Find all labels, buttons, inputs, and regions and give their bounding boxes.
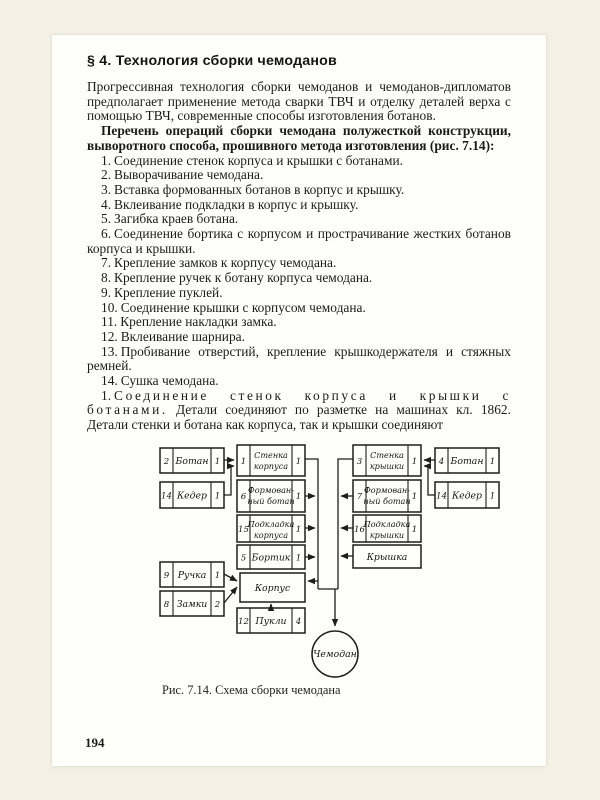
list-item — [87, 315, 511, 330]
list-item — [87, 286, 511, 301]
item-number: 7. — [101, 255, 112, 271]
item-number: 14. — [101, 373, 118, 389]
item-number: 12. — [101, 328, 118, 344]
part-qty: 1 — [214, 570, 221, 581]
part-count: 9 — [163, 570, 170, 581]
page-number: 194 — [85, 735, 105, 750]
list-item — [87, 271, 511, 286]
rail-right-line — [338, 459, 353, 589]
part-label: Ботан — [450, 455, 484, 467]
part-count: 3 — [356, 456, 363, 467]
part-label: крышки — [369, 529, 405, 540]
rail-left-line — [305, 459, 318, 589]
part-label: Бортик — [251, 552, 291, 564]
arrow-keder-to-stenka-kryshki — [424, 466, 435, 495]
part-count: 16 — [354, 524, 365, 535]
part-qty: 1 — [214, 491, 221, 502]
item-text: Соединение бортика с корпусом и прострачивание жестких ботанов корпуса и крышки. — [87, 226, 511, 256]
book-page — [52, 35, 546, 766]
item-text: Выворачивание чемодана. — [114, 167, 264, 183]
part-qty: 1 — [411, 456, 418, 467]
list-item — [87, 227, 511, 256]
part-qty: 1 — [214, 456, 221, 467]
part-count: 15 — [238, 524, 249, 535]
part-label: ный ботан — [247, 495, 295, 506]
item-number: 2. — [101, 167, 112, 183]
paragraph-intro: Прогрессивная технология сборки чемоданов и чемоданов-дипломатов предполагает применение метода сварки ТВЧ и отделку деталей верха с помощью ТВЧ, современные способы изготовления ботанов. — [87, 79, 511, 124]
item-number: 1. — [101, 152, 112, 168]
part-count: 1 — [240, 456, 247, 467]
list-item — [87, 256, 511, 271]
item-text: Крепление пуклей. — [114, 284, 223, 300]
item-text: Загибка краев ботана. — [114, 211, 239, 227]
part-label: крышки — [369, 460, 405, 471]
item-number: 13. — [101, 343, 118, 359]
box-formovanny-botan-left — [237, 480, 305, 512]
part-qty: 1 — [295, 456, 302, 467]
item-number: 9. — [101, 284, 112, 300]
list-item — [87, 212, 511, 227]
list-item — [87, 198, 511, 213]
part-label: Подкладка — [247, 518, 295, 529]
paragraph-operations-lead: Перечень операций сборки чемодана полужесткой конструкции, выворотного способа, прошивного метода изготовления (рис. 7.14): — [87, 123, 511, 153]
assembly-diagram — [87, 439, 581, 679]
part-label: корпуса — [253, 529, 289, 540]
part-label: Стенка — [254, 449, 288, 460]
box-formovanny-botan-right — [353, 480, 421, 512]
list-item — [87, 168, 511, 183]
list-item — [87, 330, 511, 345]
item-text: Соединение стенок корпуса и крышки с ботанами. — [114, 152, 403, 168]
part-count: 14 — [436, 491, 447, 502]
part-label: Кедер — [451, 490, 483, 502]
box-podkladka-korpusa — [237, 515, 305, 542]
part-count: 4 — [438, 456, 445, 467]
part-label: Формован- — [364, 484, 410, 495]
part-count: 7 — [356, 491, 363, 502]
part-label: Ботан — [175, 455, 209, 467]
part-count: 14 — [161, 491, 172, 502]
item-text: Вклеивание подкладки в корпус и крышку. — [114, 196, 359, 212]
item-text: Сушка чемодана. — [120, 373, 219, 389]
item-text: Крепление ручек к ботану корпуса чемодана. — [114, 270, 373, 286]
assembly-label: Корпус — [254, 582, 291, 594]
part-label: Стенка — [370, 449, 404, 460]
item-text: Вклеивание шарнира. — [120, 328, 245, 344]
item-text: Соединение крышки с корпусом чемодана. — [120, 299, 366, 315]
box-keder-left — [160, 482, 224, 508]
box-ruchka — [160, 562, 224, 587]
item-number: 8. — [101, 270, 112, 286]
item-number: 5. — [101, 211, 112, 227]
text-block — [87, 53, 511, 698]
part-qty: 1 — [411, 524, 418, 535]
part-label: корпуса — [253, 460, 289, 471]
arrow-keder-to-stenka-korpusa — [224, 466, 234, 495]
part-qty: 1 — [411, 491, 418, 502]
box-bortik — [237, 545, 305, 569]
box-korpus — [240, 573, 305, 602]
paragraph-operation-1 — [87, 389, 511, 433]
item-text: Крепление накладки замка. — [120, 314, 277, 330]
box-stenka-korpusa — [237, 445, 305, 476]
node-chemodan — [312, 631, 358, 677]
part-label: Кедер — [176, 490, 208, 502]
part-qty: 1 — [295, 524, 302, 535]
figure-caption: Рис. 7.14. Схема сборки чемодана — [162, 682, 341, 697]
part-label: ный ботан — [363, 495, 411, 506]
arrow-ruchka-to-korpus — [224, 574, 237, 581]
part-label: Замки — [176, 598, 208, 610]
box-podkladka-kryshki — [353, 515, 421, 542]
list-item — [87, 374, 511, 389]
part-qty: 1 — [295, 491, 302, 502]
item-text: Крепление замков к корпусу чемодана. — [114, 255, 337, 271]
part-count: 6 — [240, 491, 247, 502]
section-heading: § 4. Технология сборки чемоданов — [87, 53, 337, 69]
part-label: Ручка — [177, 569, 207, 581]
part-count: 2 — [163, 456, 170, 467]
list-item — [87, 345, 511, 374]
assembly-label: Крышка — [366, 551, 408, 563]
part-count: 5 — [240, 553, 247, 564]
item-number: 4. — [101, 196, 112, 212]
box-pukli — [237, 608, 305, 633]
paragraph-number: 1. — [101, 387, 112, 403]
item-number: 11. — [101, 314, 118, 330]
assembly-diagram-figure — [87, 439, 581, 698]
list-item — [87, 183, 511, 198]
operations-list — [87, 154, 511, 389]
box-botan-left — [160, 448, 224, 473]
paragraph-rest: Детали соединяют по разметке на машинах кл. 1862. Детали стенки и ботана как корпуса, так и крышки соединяют — [87, 402, 511, 433]
box-keder-right — [435, 482, 499, 508]
box-stenka-kryshki — [353, 445, 421, 476]
arrow-zamki-to-korpus — [224, 587, 237, 603]
part-qty: 4 — [295, 616, 302, 627]
part-qty: 1 — [295, 553, 302, 564]
box-botan-right — [435, 448, 499, 473]
list-item — [87, 301, 511, 316]
part-qty: 1 — [489, 456, 496, 467]
list-item — [87, 154, 511, 169]
part-label: Пукли — [255, 615, 287, 627]
part-qty: 1 — [489, 491, 496, 502]
box-kryshka — [353, 545, 421, 568]
part-qty: 2 — [214, 599, 221, 610]
item-text: Вставка формованных ботанов в корпус и крышку. — [114, 181, 405, 197]
part-count: 8 — [163, 599, 170, 610]
spaced-phrase: Соединение стенок корпуса и крышки с ботанами. — [87, 387, 511, 418]
part-count: 12 — [238, 616, 249, 627]
item-number: 3. — [101, 181, 112, 197]
part-label: Подкладка — [363, 518, 411, 529]
part-label: Формован- — [248, 484, 294, 495]
box-zamki — [160, 591, 224, 616]
final-node-label: Чемодан — [313, 648, 357, 660]
item-text: Пробивание отверстий, крепление крышкодержателя и стяжных ремней. — [87, 343, 511, 374]
item-number: 10. — [101, 299, 118, 315]
item-number: 6. — [101, 226, 112, 242]
